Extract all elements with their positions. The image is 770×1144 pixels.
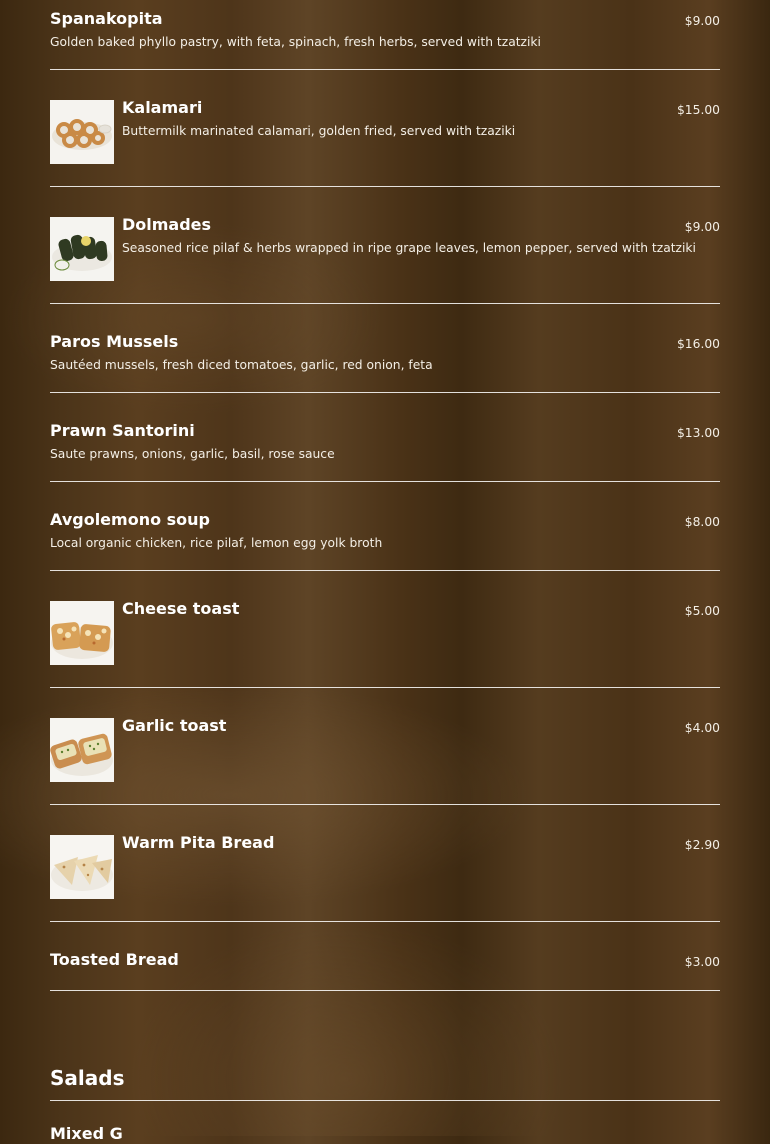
menu-item-garlic-toast[interactable]: [50, 688, 720, 805]
garlic-toast-photo[interactable]: [50, 718, 114, 782]
menu-item-dolmades[interactable]: [50, 187, 720, 304]
menu-item-toasted-bread[interactable]: [50, 922, 720, 991]
dolmades-photo[interactable]: [50, 217, 114, 281]
item-name: Paros Mussels: [50, 332, 179, 351]
item-price: $16.00: [676, 337, 720, 351]
item-name: Mixed G: [50, 1124, 123, 1143]
item-price: $2.90: [684, 838, 720, 852]
item-price: $9.00: [684, 220, 720, 234]
menu-item-cheese-toast[interactable]: [50, 571, 720, 688]
item-description: Golden baked phyllo pastry, with feta, spinach, fresh herbs, served with tzatziki: [50, 35, 541, 49]
item-price: $15.00: [676, 103, 720, 117]
item-price: $13.00: [676, 426, 720, 440]
section-title-salads: Salads: [50, 1066, 125, 1090]
item-name: Warm Pita Bread: [122, 833, 275, 852]
item-description: Buttermilk marinated calamari, golden fried, served with tzaziki: [122, 124, 516, 138]
item-name: Garlic toast: [122, 716, 227, 735]
item-description: Saute prawns, onions, garlic, basil, rose sauce: [50, 447, 335, 461]
item-name: Avgolemono soup: [50, 510, 210, 529]
item-price: $5.00: [684, 604, 720, 618]
item-name: Toasted Bread: [50, 950, 179, 969]
pita-bread-photo[interactable]: [50, 835, 114, 899]
menu-item-prawn-santorini[interactable]: [50, 393, 720, 482]
menu-item-spanakopita[interactable]: [50, 0, 720, 70]
item-price: $4.00: [684, 721, 720, 735]
item-description: Local organic chicken, rice pilaf, lemon egg yolk broth: [50, 536, 383, 550]
menu-item-avgolemono-soup[interactable]: [50, 482, 720, 571]
cheese-toast-photo[interactable]: [50, 601, 114, 665]
item-price: $3.00: [684, 955, 720, 969]
item-name: Kalamari: [122, 98, 203, 117]
item-price: $9.00: [684, 14, 720, 28]
item-price: $8.00: [684, 515, 720, 529]
item-name: Prawn Santorini: [50, 421, 195, 440]
item-name: Cheese toast: [122, 599, 240, 618]
kalamari-photo[interactable]: [50, 100, 114, 164]
section-divider: [50, 1100, 720, 1101]
appetizers-menu: [50, 0, 720, 991]
item-name: Spanakopita: [50, 9, 163, 28]
menu-item-warm-pita-bread[interactable]: [50, 805, 720, 922]
item-description: Seasoned rice pilaf & herbs wrapped in ripe grape leaves, lemon pepper, served with tzatziki: [122, 241, 696, 255]
item-description: Sautéed mussels, fresh diced tomatoes, garlic, red onion, feta: [50, 358, 433, 372]
menu-item-kalamari[interactable]: [50, 70, 720, 187]
menu-item-paros-mussels[interactable]: [50, 304, 720, 393]
item-name: Dolmades: [122, 215, 212, 234]
